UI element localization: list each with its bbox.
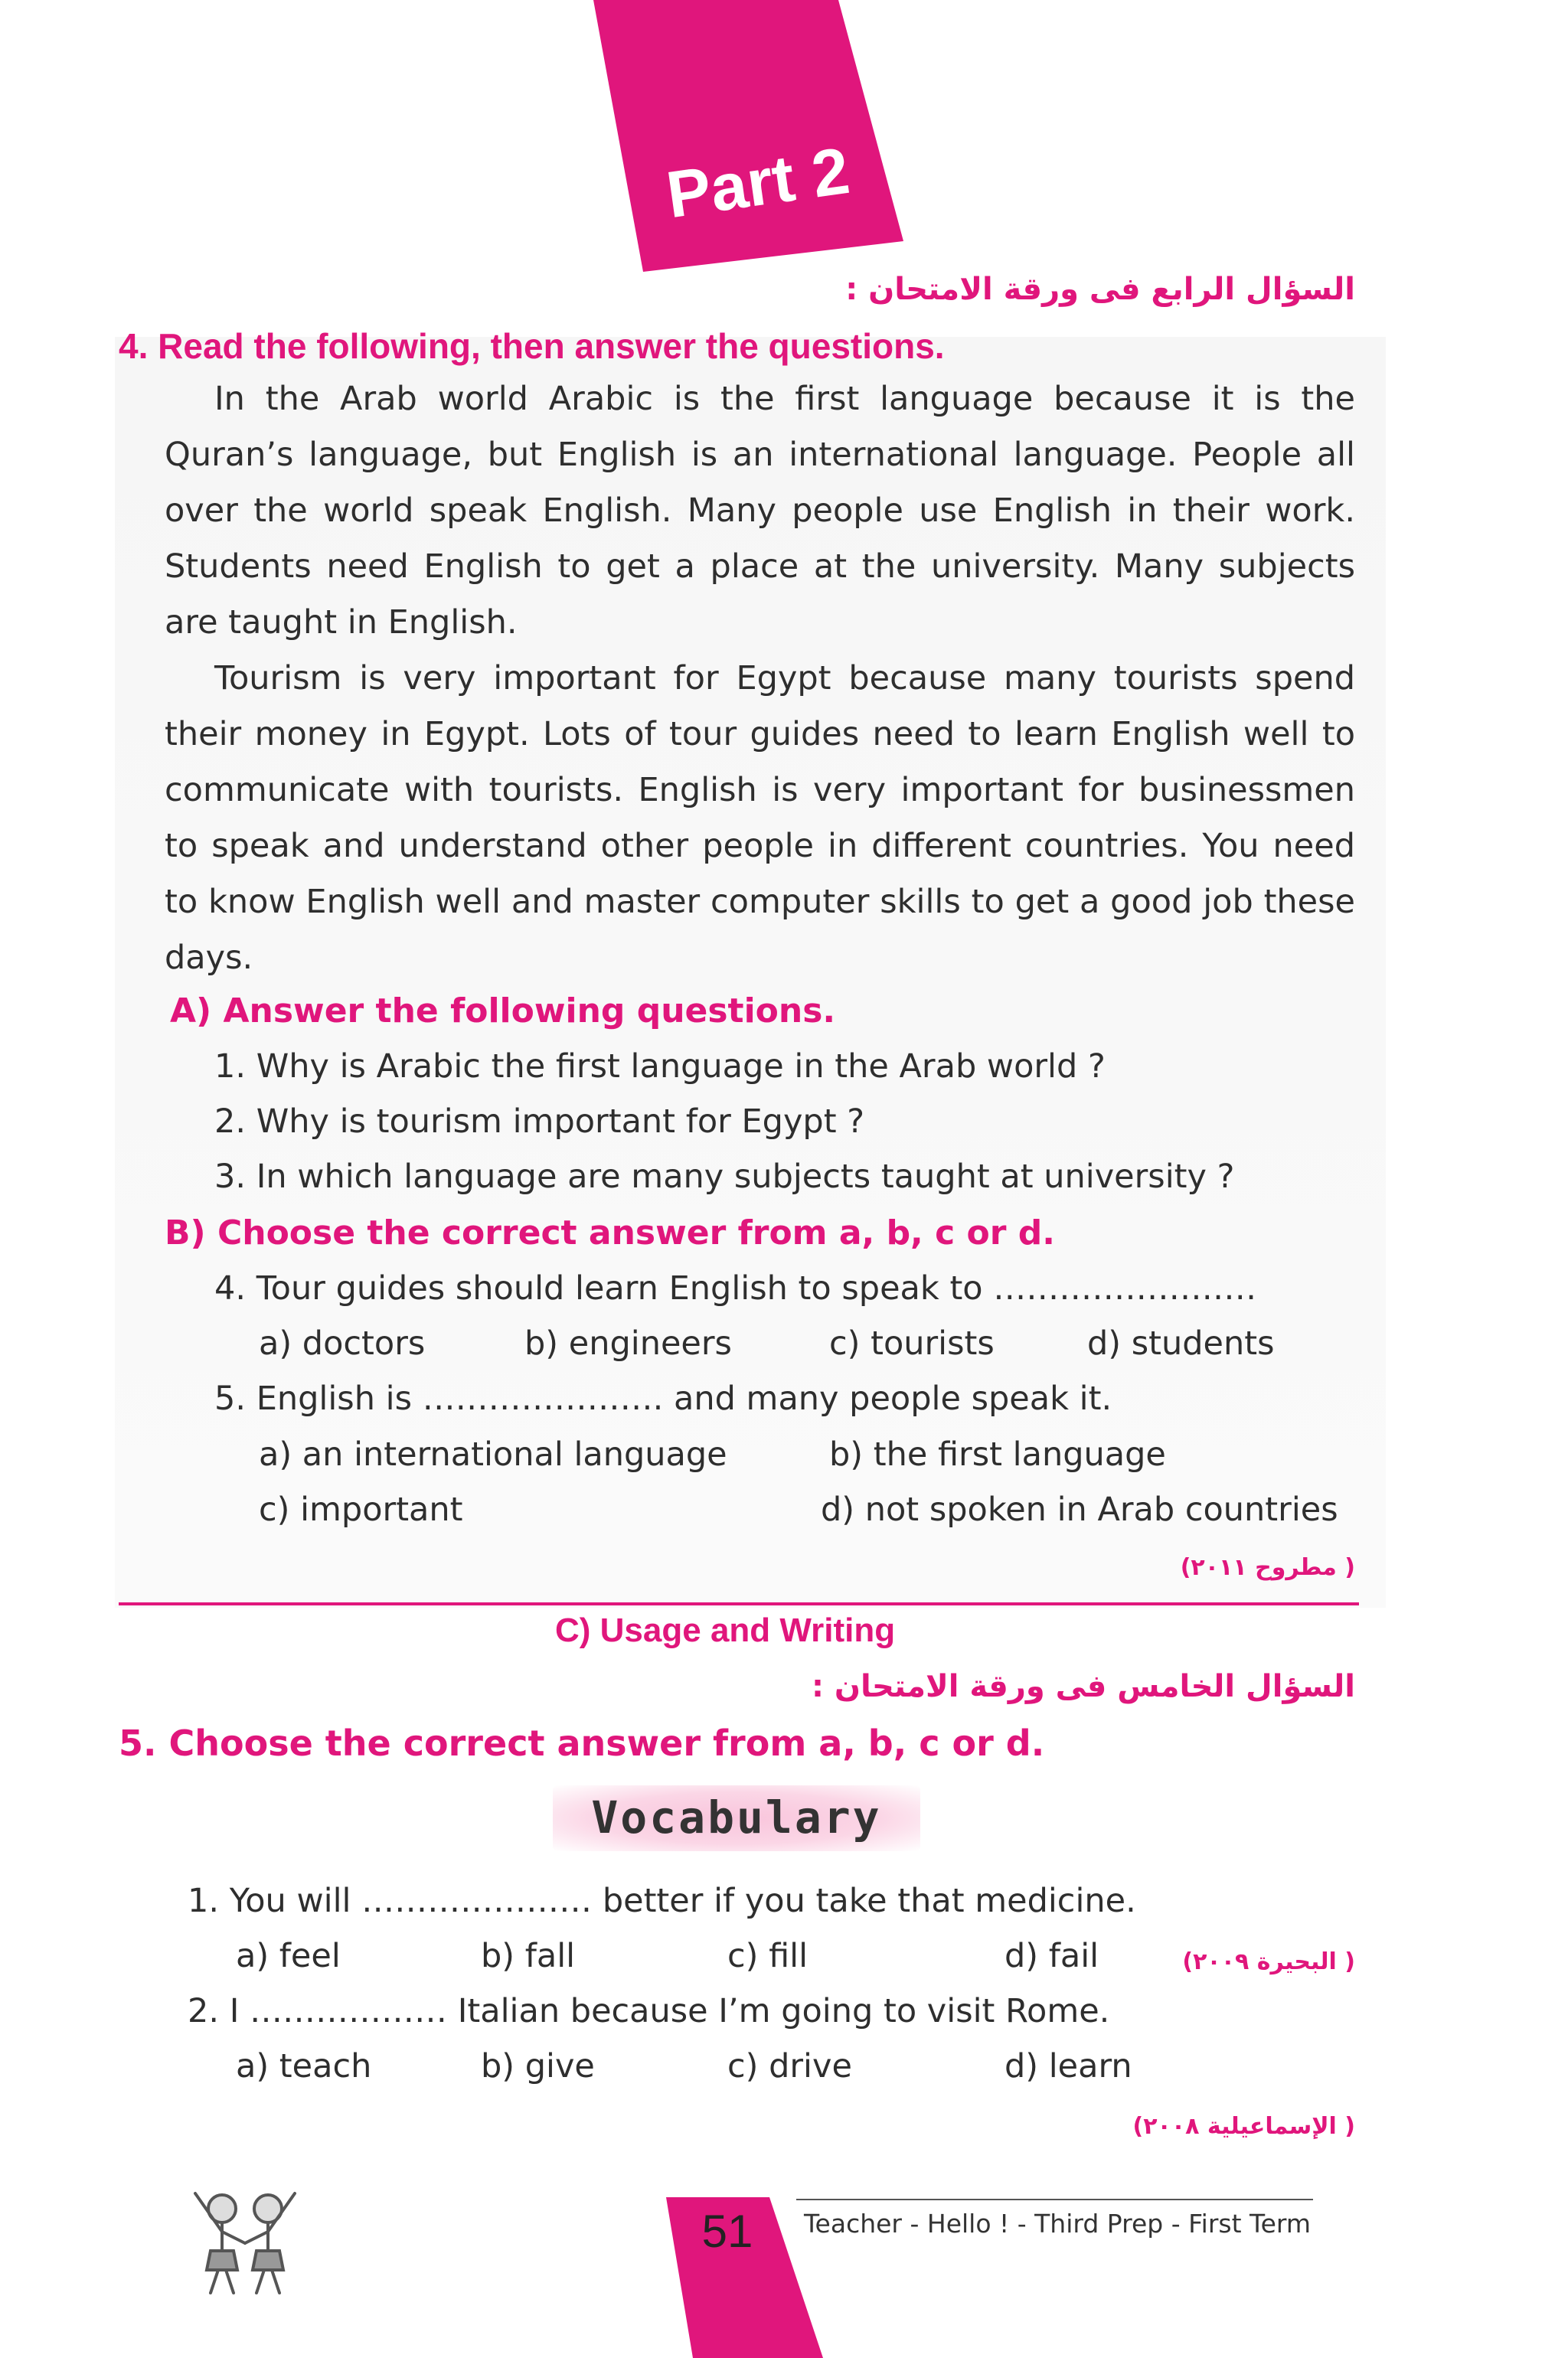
question-3: 3. In which language are many subjects taught at university ? <box>214 1158 1235 1196</box>
q5-arabic-label: السؤال الخامس فى ورقة الامتحان : <box>811 1669 1355 1704</box>
q4-arabic-label: السؤال الرابع فى ورقة الامتحان : <box>845 272 1355 307</box>
vocab-q1-option-d[interactable]: d) fail <box>1004 1937 1099 1975</box>
vocab-q1-source: ( البحيرة ٢٠٠٩) <box>1182 1948 1355 1975</box>
question-4: 4. Tour guides should learn English to speak to …………………… <box>214 1269 1257 1308</box>
part-b-heading: B) Choose the correct answer from a, b, c or d. <box>165 1213 1055 1252</box>
vocab-q2-source: ( الإسماعيلية ٢٠٠٨) <box>1132 2113 1355 2140</box>
q5-option-c[interactable]: c) important <box>259 1491 463 1529</box>
question-1: 1. Why is Arabic the first language in the Arab world ? <box>214 1047 1106 1086</box>
vocab-question-1: 1. You will ………………… better if you take that medicine. <box>188 1882 1136 1920</box>
reading-paragraph-2: Tourism is very important for Egypt because many tourists spend their money in Egypt. Lots of tour guides need to learn English well to communicate with tourists. English is very important for businessmen to speak and understand other people in different countries. You need to know English well and master computer skills to get a good job these days. <box>165 659 1355 977</box>
question-5: 5. English is …………………. and many people speak it. <box>214 1380 1112 1418</box>
q5-option-b[interactable]: b) the first language <box>829 1435 1166 1474</box>
q4-heading: 4. Read the following, then answer the questions. <box>119 326 945 366</box>
question-2: 2. Why is tourism important for Egypt ? <box>214 1102 865 1141</box>
footer-text: Teacher - Hello ! - Third Prep - First Term <box>804 2209 1312 2239</box>
q4-source: ( مطروح ٢٠١١) <box>1180 1554 1355 1581</box>
q4-option-b[interactable]: b) engineers <box>524 1324 732 1363</box>
page-number: 51 <box>701 2206 753 2257</box>
q4-option-d[interactable]: d) students <box>1087 1324 1275 1363</box>
reading-paragraph-1: In the Arab world Arabic is the first language because it is the Quran’s language, but English is an international language. People all over the world speak English. Many people use English in their work. Students need English to get a place at the university. Many subjects are taught in English. <box>165 380 1355 642</box>
vocab-q1-option-b[interactable]: b) fall <box>481 1937 576 1975</box>
q5-option-a[interactable]: a) an international language <box>259 1435 727 1474</box>
q4-option-a[interactable]: a) doctors <box>259 1324 426 1363</box>
vocab-q2-option-d[interactable]: d) learn <box>1004 2047 1132 2085</box>
section-divider <box>119 1602 1359 1605</box>
part-banner <box>582 0 903 276</box>
vocab-q2-option-b[interactable]: b) give <box>481 2047 595 2085</box>
vocab-q1-option-c[interactable]: c) fill <box>727 1937 808 1975</box>
section-c-title: C) Usage and Writing <box>555 1612 896 1649</box>
vocab-q1-option-a[interactable]: a) feel <box>236 1937 341 1975</box>
q5-heading: 5. Choose the correct answer from a, b, c or d. <box>119 1723 1045 1764</box>
vocab-q2-option-a[interactable]: a) teach <box>236 2047 372 2085</box>
vocab-question-2: 2. I ……………… Italian because I’m going to visit Rome. <box>188 1992 1110 2030</box>
q4-option-c[interactable]: c) tourists <box>829 1324 995 1363</box>
vocabulary-title: Vocabulary <box>591 1791 882 1844</box>
q5-option-d[interactable]: d) not spoken in Arab countries <box>821 1491 1338 1529</box>
children-illustration <box>180 2178 310 2301</box>
footer-rule <box>796 2199 1313 2200</box>
part-title: Part 2 <box>662 133 854 233</box>
part-a-heading: A) Answer the following questions. <box>170 991 836 1030</box>
vocab-q2-option-c[interactable]: c) drive <box>727 2047 852 2085</box>
